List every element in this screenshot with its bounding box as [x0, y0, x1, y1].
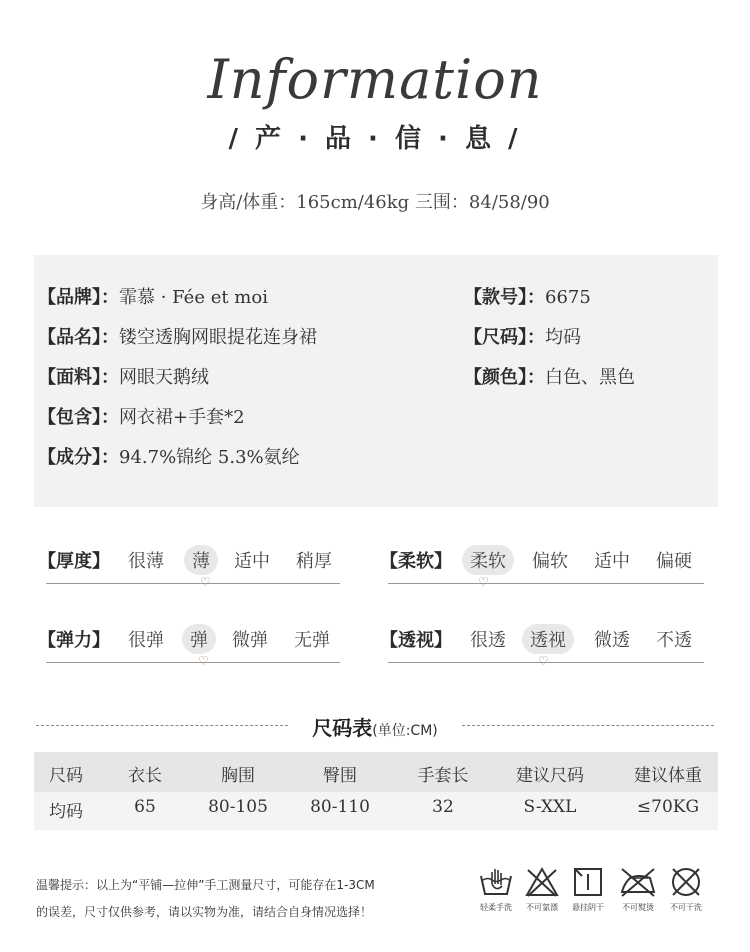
attribute-option: 无弹 — [294, 630, 330, 651]
attribute-option: 适中 — [234, 551, 270, 572]
attribute-option: 稍厚 — [296, 551, 332, 572]
note-line-2: 的误差，尺寸仅供参考，请以实物为准，请结合自身情况选择！ — [36, 905, 373, 919]
scale-line — [388, 583, 704, 584]
info-fabric: 【面料】：网眼天鹅绒 — [38, 367, 209, 388]
table-header-cell: 衣长 — [128, 766, 162, 786]
table-cell: 均码 — [49, 802, 83, 822]
table-header-cell: 胸围 — [221, 766, 255, 786]
no-bleach-icon — [524, 866, 560, 898]
table-header-cell: 建议体重 — [634, 766, 702, 786]
attribute-option: 不透 — [656, 630, 692, 651]
size-table-title — [0, 712, 750, 741]
info-style-number: 【款号】：6675 — [464, 287, 591, 308]
product-info-panel — [34, 255, 718, 507]
attribute-option-selected: 柔软 — [462, 545, 514, 575]
info-color: 【颜色】：白色、黑色 — [464, 367, 635, 388]
heart-marker-icon: ♡ — [478, 575, 489, 589]
care-hang-dry: 悬挂阴干 — [564, 866, 612, 913]
attribute-label: 【厚度】 — [38, 551, 110, 572]
table-header-cell: 手套长 — [417, 766, 469, 786]
info-product-name: 【品名】：镂空透胸网眼提花连身裙 — [38, 327, 317, 348]
attribute-option: 微弹 — [232, 630, 268, 651]
section-subtitle: / 产 · 品 · 信 · 息 / — [228, 124, 522, 154]
heart-marker-icon: ♡ — [198, 654, 209, 668]
scale-line — [46, 583, 340, 584]
attribute-option-selected: 弹 — [182, 624, 216, 654]
attribute-option: 很薄 — [128, 551, 164, 572]
attribute-option: 微透 — [594, 630, 630, 651]
attribute-label: 【弹力】 — [38, 630, 110, 651]
care-no-bleach: 不可氯漂 — [518, 866, 566, 913]
table-header-cell: 建议尺码 — [516, 766, 584, 786]
scale-line — [46, 662, 340, 663]
table-cell: 65 — [134, 797, 156, 817]
note-line-1: 温馨提示：以上为“平铺—拉伸”手工测量尺寸，可能存在1-3CM — [36, 878, 375, 892]
heart-marker-icon: ♡ — [200, 575, 211, 589]
hand-wash-icon — [478, 866, 514, 898]
attribute-option: 很弹 — [128, 630, 164, 651]
attribute-option-selected: 透视 — [522, 624, 574, 654]
size-table-heading: 尺码表 — [312, 716, 373, 740]
table-cell: ≤70KG — [636, 797, 700, 817]
model-measurements: 身高/体重：165cm/46kg 三围：84/58/90 — [200, 192, 550, 213]
care-hand-wash: 轻柔手洗 — [472, 866, 520, 913]
no-dryclean-icon — [668, 866, 704, 898]
attribute-option-selected: 薄 — [184, 545, 218, 575]
attribute-label: 【透视】 — [380, 630, 452, 651]
table-header-cell: 臀围 — [323, 766, 357, 786]
info-brand: 【品牌】：霏慕 · Fée et moi — [38, 287, 268, 308]
no-iron-icon — [618, 866, 658, 898]
table-cell: 80-110 — [310, 797, 370, 817]
table-header-cell: 尺码 — [49, 766, 83, 786]
attribute-option: 偏硬 — [656, 551, 692, 572]
attribute-label: 【柔软】 — [380, 551, 452, 572]
table-cell: 32 — [432, 797, 454, 817]
table-cell: 80-105 — [208, 797, 268, 817]
attribute-option: 适中 — [594, 551, 630, 572]
size-table-unit: (单位:CM) — [372, 723, 438, 739]
care-no-iron: 不可熨烫 — [614, 866, 662, 913]
attribute-option: 很透 — [470, 630, 506, 651]
script-title: Information — [207, 48, 543, 111]
attribute-option: 偏软 — [532, 551, 568, 572]
info-includes: 【包含】：网衣裙+手套*2 — [38, 407, 245, 428]
info-composition: 【成分】：94.7%锦纶 5.3%氨纶 — [38, 447, 300, 468]
table-cell: S-XXL — [523, 797, 577, 817]
heart-marker-icon: ♡ — [538, 654, 549, 668]
hang-dry-icon — [570, 866, 606, 898]
care-no-dryclean: 不可干洗 — [662, 866, 710, 913]
info-size: 【尺码】：均码 — [464, 327, 581, 348]
